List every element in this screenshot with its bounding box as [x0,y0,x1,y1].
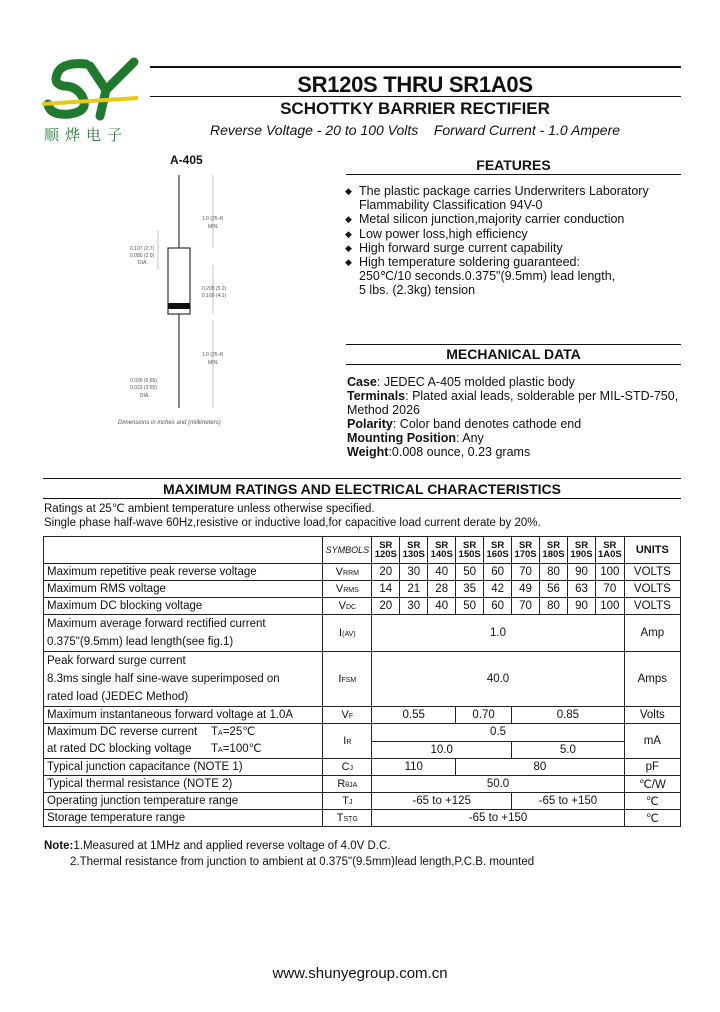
table-row: Maximum instantaneous forward voltage at 1.0A VF 0.55 0.70 0.85 Volts [44,707,681,724]
part-header: SR 140S [428,537,456,564]
table-row: Storage temperature range TSTG -65 to +150 ℃ [44,810,681,827]
dim-text-5: 0.205 (5.2) [202,286,227,292]
part-header: SR 150S [456,537,484,564]
dim-text-4: DIA. [138,260,148,266]
table-row: Maximum DC blocking voltage VDC 20 30 40 50 60 70 80 90 100 VOLTS [44,598,681,615]
dim-text-6: 0.160 (4.1) [202,293,227,299]
ratings-note-1: Ratings at 25℃ ambient temperature unless otherwise specified. [44,503,375,515]
header-top-rule [150,66,681,68]
footer-url[interactable]: www.shunyegroup.com.cn [272,965,448,982]
feature-item: ◆ Metal silicon junction,majority carrier conduction [345,212,625,227]
bullet-icon: ◆ [345,242,352,253]
table-row: Maximum DC reverse current TA=25℃ at rated DC blocking voltage TA=100℃ IR 0.5 mA [44,724,681,742]
mechanical-list [347,375,687,459]
part-header: SR 130S [400,537,428,564]
features-heading: FEATURES [476,157,551,173]
note-1: Note:1.Measured at 1MHz and applied reverse voltage of 4.0V D.C. [44,840,391,852]
package-label: A-405 [170,153,203,167]
feature-continuation: 5 lbs. (2.3kg) tension [359,283,476,298]
mechanical-rule [346,364,681,365]
mech-row-polarity: Polarity: Color band denotes cathode end [347,417,582,431]
mechanical-heading: MECHANICAL DATA [446,346,581,362]
bullet-icon: ◆ [345,228,352,239]
part-header: SR 120S [372,537,400,564]
mech-row-case: Case: JEDEC A-405 molded plastic body [347,375,575,389]
logo-chinese-text: 顺烨电子 [44,126,129,144]
note-2: 2.Thermal resistance from junction to ambient at 0.375"(9.5mm)lead length,P.C.B. mounted [70,856,535,868]
sy-logo-icon [40,56,140,122]
dim-text-10: 0.023 (0.55) [130,385,157,391]
dim-text-9: 0.026 (0.65) [130,378,157,384]
part-header: SR 180S [540,537,568,564]
table-row: Maximum average forward rectified current 0.375"(9.5mm) lead length(see fig.1) I(AV) 1.0 Amp [44,615,681,652]
bullet-icon: ◆ [345,186,352,196]
feature-continuation: Flammability Classification 94V-0 [359,198,543,213]
page-title: SR120S THRU SR1A0S [297,72,533,97]
table-row: Maximum RMS voltage VRMS 14 21 28 35 42 49 56 63 70 VOLTS [44,581,681,598]
ratings-table [43,536,681,827]
mechanical-top-rule [346,344,681,345]
page-tagline: Reverse Voltage - 20 to 100 Volts Forward Current - 1.0 Ampere [209,122,621,138]
table-header-row [44,537,681,564]
feature-item: ◆ The plastic package carries Underwriters Laboratory [345,184,649,198]
bullet-icon: ◆ [345,214,352,225]
ratings-bottom-rule [43,498,681,499]
part-header: SR 160S [484,537,512,564]
part-header: SR 1A0S [595,537,624,564]
part-header: SR 190S [567,537,595,564]
ratings-note-2: Single phase half-wave 60Hz,resistive or inductive load,for capacitive load current derate by 20%. [44,516,541,529]
ratings-notes [44,503,541,530]
table-row: Operating junction temperature range TJ -65 to +125 -65 to +150 ℃ [44,793,681,810]
bullet-icon: ◆ [345,257,352,268]
feature-item: ◆ High forward surge current capability [345,240,563,255]
feature-item: ◆ Low power loss,high efficiency [345,226,528,241]
features-rule [346,174,681,175]
table-row: 10.0 5.0 [44,741,681,759]
dim-caption: Dimensions in inches and (millimeters) [118,420,221,426]
units-header: UNITS [624,537,680,564]
dim-text-0: 1.0 (25.4) [202,216,224,222]
table-row: Peak forward surge current 8.3ms single half sine-wave superimposed on rated load (JEDEC Method) IFSM 40.0 Amps [44,652,681,707]
company-logo [40,56,150,146]
table-row: Typical junction capacitance (NOTE 1) CJ 110 80 pF [44,759,681,776]
dim-text-1: MIN. [208,224,219,230]
ratings-top-rule [43,478,681,479]
page-subtitle: SCHOTTKY BARRIER RECTIFIER [280,99,550,118]
mech-row-weight: Weight:0.008 ounce, 0.23 grams [347,445,531,459]
mech-row-terminals: Terminals: Plated axial leads, solderable per MIL-STD-750, [347,389,679,403]
package-drawing [110,170,260,430]
feature-item: ◆ High temperature soldering guaranteed: [345,255,580,270]
table-row: Maximum repetitive peak reverse voltage VRRM 20 30 40 50 60 70 80 90 100 VOLTS [44,564,681,581]
part-header: SR 170S [512,537,540,564]
feature-continuation: 250℃/10 seconds.0.375"(9.5mm) lead length, [359,269,616,284]
table-row: Typical thermal resistance (NOTE 2) RθJA 50.0 ℃/W [44,776,681,793]
dim-text-7: 1.0 (25.4) [202,352,224,358]
symbols-header: SYMBOLS [323,537,372,564]
dim-text-8: MIN. [208,360,219,366]
mech-row-mounting: Mounting Position: Any [347,431,484,445]
dim-text-3: 0.080 (2.0) [130,253,155,259]
dim-text-2: 0.107 (2.7) [130,246,155,252]
notes [44,838,534,870]
features-list [345,184,685,298]
mech-row-method: Method 2026 [347,403,420,417]
dim-text-11: DIA. [140,393,150,399]
ratings-heading: MAXIMUM RATINGS AND ELECTRICAL CHARACTERISTICS [163,481,561,497]
